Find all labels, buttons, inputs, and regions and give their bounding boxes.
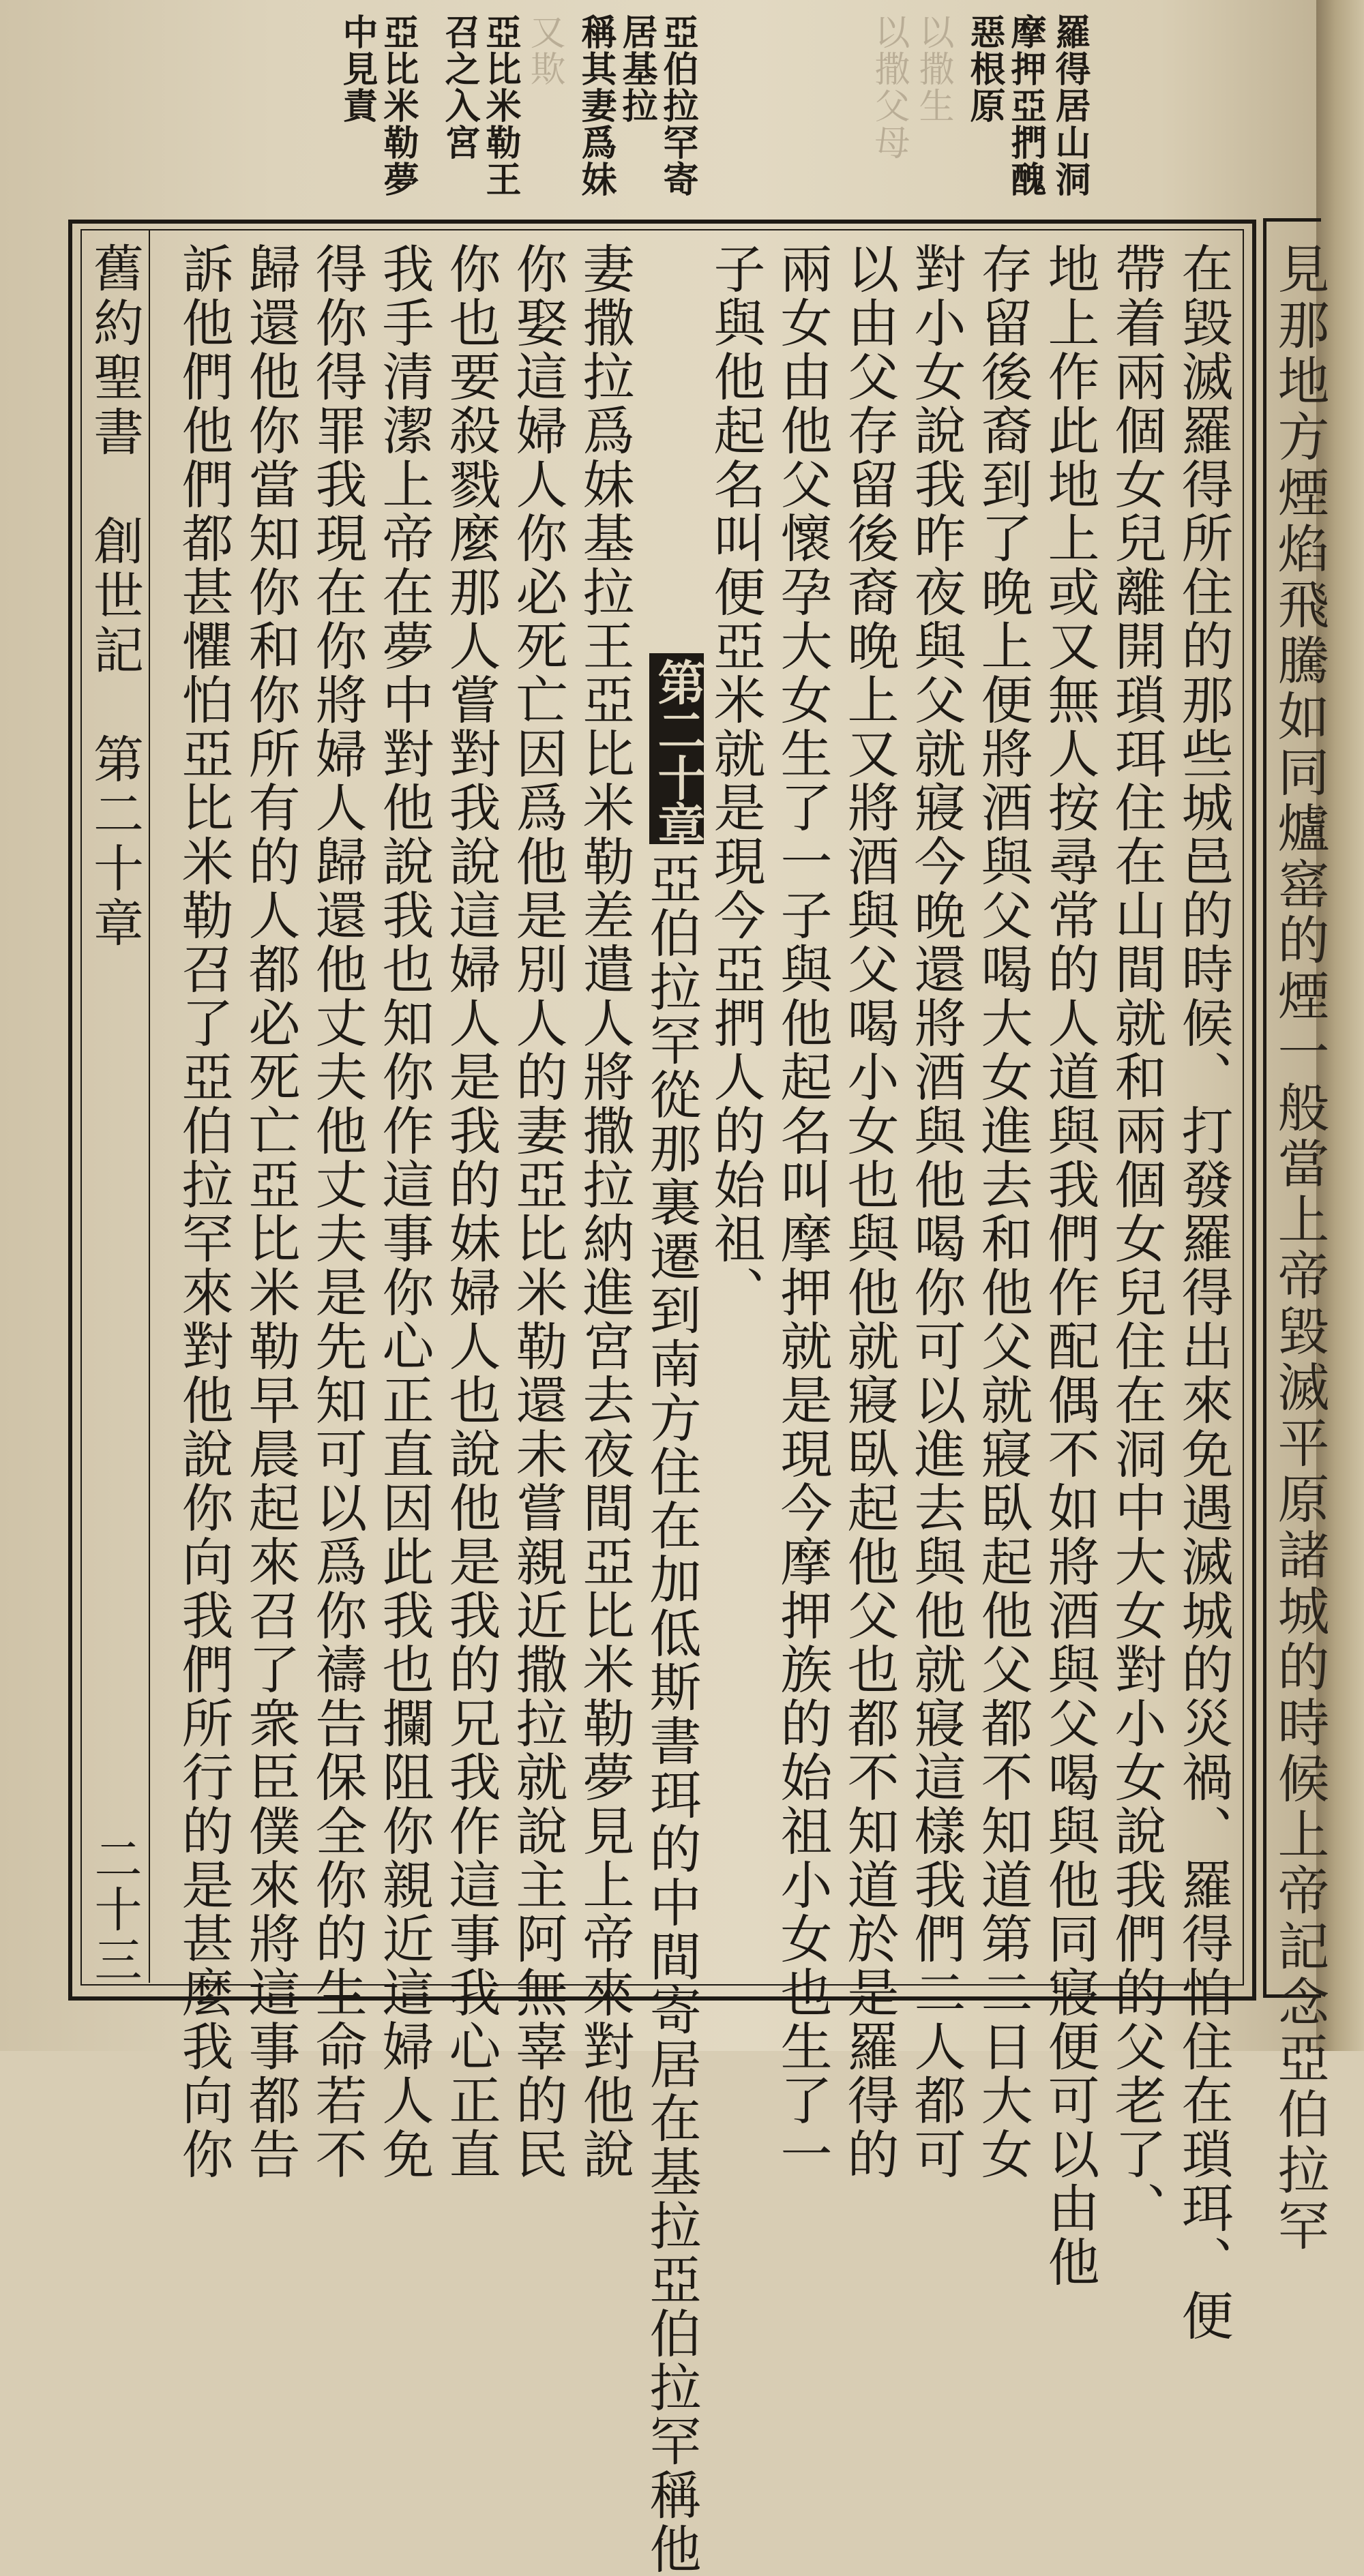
book-title-column: 舊約聖書 創世記 第二十章 (85, 242, 144, 951)
header-note: 惡根原 (964, 14, 1005, 124)
body-column: 你也要殺戮麼那人嘗對我說這婦人是我的妹婦人也說他是我的兄我作這事我心正直 (441, 242, 501, 2181)
body-column: 妻撒拉爲妹基拉王亞比米勒差遣人將撒拉納進宮去夜間亞比米勒夢見上帝來對他說 (574, 242, 635, 2181)
body-column: 子與他起名叫便亞米就是現今亞捫人的始祖、 (705, 242, 766, 1319)
body-column: 以由父存留後裔晚上又將酒與父喝小女也與他就寢臥起他父也都不知道於是羅得的 (839, 242, 900, 2181)
body-column: 帶着兩個女兒離開瑣珥住在山間就和兩個女兒住在洞中大女對小女說我們的父老了、 (1106, 242, 1167, 2235)
header-note: 摩押亞捫醜 (1005, 14, 1046, 198)
body-column: 地上作此地上或又無人按尋常的人道與我們作配偶不如將酒與父喝與他同寢便可以由他 (1039, 242, 1100, 2289)
body-column: 訴他們他們都甚懼怕亞比米勒召了亞伯拉罕來對他說你向我們所行的是甚麼我向你 (173, 242, 234, 2181)
header-note: 以撒生 (913, 14, 953, 124)
body-column: 在毀滅羅得所住的那些城邑的時候、打發羅得出來免遇滅城的災禍、羅得怕住在瑣珥、便 (1173, 242, 1234, 2343)
header-note: 羅得居山洞 (1049, 14, 1091, 198)
body-column: 兩女由他父懷孕大女生了一子與他起名叫摩押就是現今摩押族的始祖小女也生了一 (772, 242, 833, 2181)
body-column: 存留後裔到了晚上便將酒與父喝大女進去和他父就寢臥起他父都不知道第二日大女 (973, 242, 1033, 2181)
header-note: 中見責 (336, 14, 378, 124)
header-note: 亞伯拉罕寄 (657, 14, 698, 198)
chapter-heading: 第二十章 (650, 658, 707, 849)
header-note: 稱其妻爲妹 (575, 14, 617, 198)
body-column: 我手清潔上帝在夢中對他說我也知你作這事你心正直因此我也攔阻你親近這婦人免 (374, 242, 434, 2181)
header-note: 亞比米勒王 (479, 14, 521, 198)
header-note: 居基拉 (616, 14, 657, 124)
page-number: 二十三 (87, 1834, 143, 1986)
title-divider (149, 229, 150, 1983)
header-note: 又欺 (524, 14, 565, 87)
body-column: 亞伯拉罕從那裏遷到南方住在加低斯書珥的中間寄居在基拉亞伯拉罕稱他 (641, 852, 702, 2576)
body-column: 對小女說我昨夜與父就寢今晚還將酒與他喝你可以進去與他就寢這樣我們二人都可 (906, 242, 966, 2181)
facing-page-text: 見那地方煙焰飛騰如同爐窰的煙一般當上帝毀滅平原諸城的時候上帝記念亞伯拉罕 (1269, 242, 1330, 2255)
header-note: 亞比米勒夢 (377, 14, 419, 198)
body-column: 得你得罪我現在你將婦人歸還他丈夫他丈夫是先知可以爲你禱告保全你的生命若不 (307, 242, 368, 2181)
header-notes (327, 14, 1105, 218)
header-note: 召之入宮 (439, 14, 480, 161)
header-note: 以撒父母 (868, 14, 909, 161)
body-column: 歸還他你當知你和你所有的人都必死亡亞比米勒早晨起來召了衆臣僕來將這事都告 (240, 242, 301, 2181)
body-column: 你娶這婦人你必死亡因爲他是別人的妻亞比米勒還未嘗親近撒拉就說主阿無辜的民 (507, 242, 568, 2181)
